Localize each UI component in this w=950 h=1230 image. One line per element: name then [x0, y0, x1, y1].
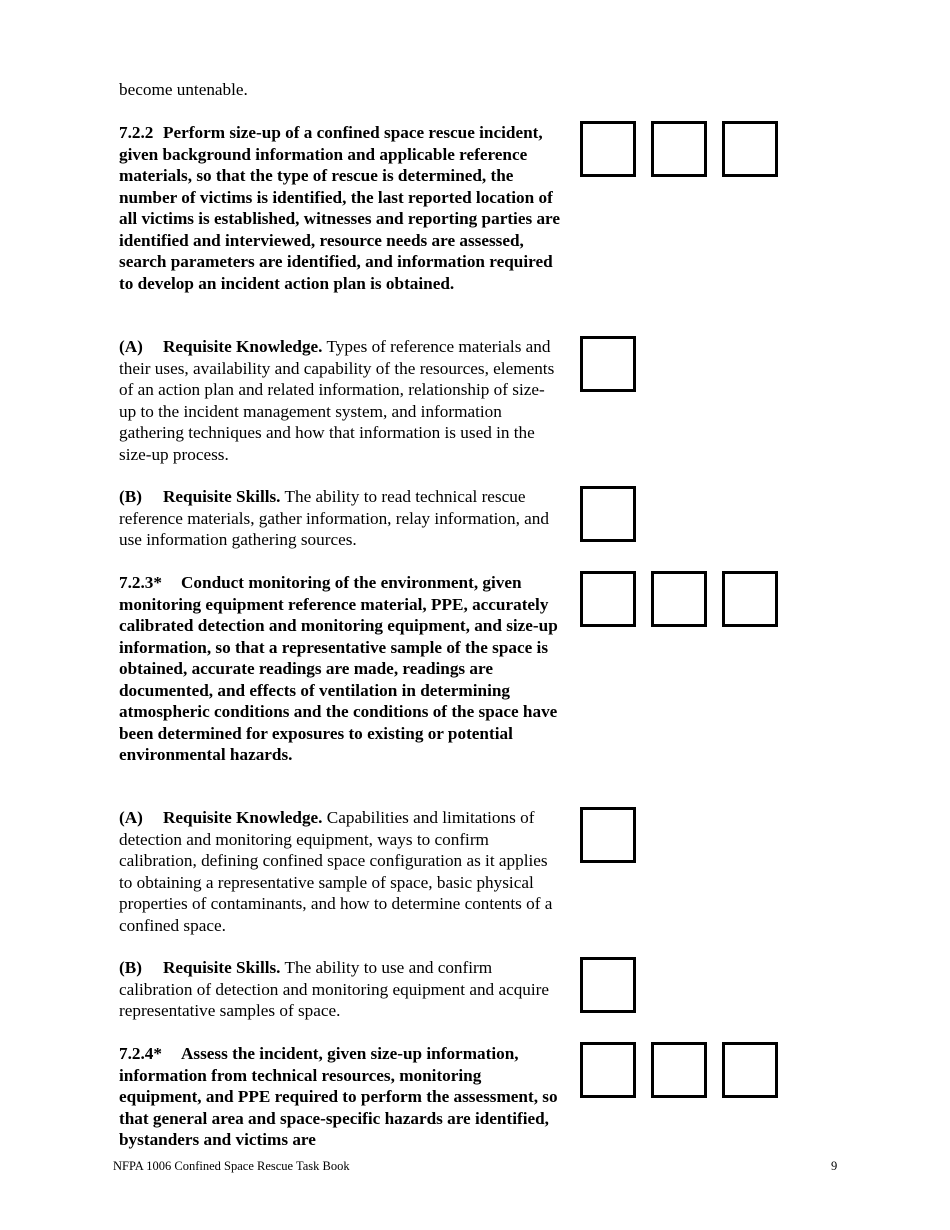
section-text: Conduct monitoring of the environment, given monitoring equipment reference material, PPE, accurately calibrated detection and monitoring equipment, and size-up information, so that a representative sample of the space is obtained, accurate readings are made, readings are documented, and effects of ventilation in determining atmospheric conditions and the conditions of the space have been determined for exposures to existing or potential environmental hazards. [119, 573, 558, 764]
section-number: 7.2.4* [119, 1044, 162, 1063]
page-number: 9 [831, 1159, 838, 1173]
item-label: (A) [119, 337, 143, 356]
item-text: The ability to read technical rescue reference materials, gather information, relay information, and use information gathering sources. [119, 487, 549, 549]
section-number: 7.2.3* [119, 573, 162, 592]
section-7-2-2-a [119, 336, 561, 465]
checkbox[interactable] [580, 957, 636, 1013]
checkbox[interactable] [651, 1042, 707, 1098]
checkbox[interactable] [722, 1042, 778, 1098]
section-7-2-3-b [119, 957, 561, 1022]
checkbox[interactable] [651, 121, 707, 177]
section-7-2-4 [119, 1043, 561, 1151]
checkbox[interactable] [580, 1042, 636, 1098]
checkbox[interactable] [580, 486, 636, 542]
item-text: Types of reference materials and their uses, availability and capability of the resources, elements of an action plan and related information, relationship of size-up to the incident management system, and information gathering techniques and how that information is used in the size-up process. [119, 337, 555, 464]
item-label: (B) [119, 958, 142, 977]
item-heading: Requisite Skills. [163, 487, 281, 506]
checkbox-group-7-2-4 [580, 1042, 778, 1098]
checkbox[interactable] [722, 121, 778, 177]
checkbox[interactable] [580, 121, 636, 177]
checkbox[interactable] [722, 571, 778, 627]
footer-title: NFPA 1006 Confined Space Rescue Task Book [113, 1159, 350, 1173]
section-number: 7.2.2 [119, 123, 154, 142]
checkbox-group-7-2-2 [580, 121, 778, 177]
item-text: Capabilities and limitations of detection and monitoring equipment, ways to confirm calibration, defining confined space configuration as it applies to obtaining a representative sample of space, basic physical properties of contaminants, and how to determine contents of a confined space. [119, 808, 553, 935]
item-heading: Requisite Knowledge. [163, 337, 323, 356]
section-7-2-3 [119, 572, 561, 766]
item-label: (B) [119, 487, 142, 506]
item-heading: Requisite Knowledge. [163, 808, 323, 827]
section-7-2-2 [119, 122, 561, 294]
section-text: Assess the incident, given size-up information, information from technical resources, monitoring equipment, and PPE required to perform the assessment, so that general area and space-specific hazards are identified, bystanders and victims are [119, 1044, 558, 1149]
checkbox-group-7-2-2-a [580, 336, 636, 392]
checkbox-group-7-2-3-a [580, 807, 636, 863]
continued-text: become untenable. [119, 80, 248, 99]
checkbox[interactable] [580, 336, 636, 392]
checkbox-group-7-2-2-b [580, 486, 636, 542]
section-7-2-3-a [119, 807, 561, 936]
section-7-2-2-b [119, 486, 561, 551]
item-label: (A) [119, 808, 143, 827]
checkbox-group-7-2-3 [580, 571, 778, 627]
section-text: Perform size-up of a confined space rescue incident, given background information and applicable reference materials, so that the type of rescue is determined, the number of victims is identified, the last reported location of all victims is established, witnesses and reporting parties are identified and interviewed, resource needs are assessed, search parameters are identified, and information required to develop an incident action plan is obtained. [119, 123, 560, 293]
checkbox-group-7-2-3-b [580, 957, 636, 1013]
checkbox[interactable] [651, 571, 707, 627]
item-text: The ability to use and confirm calibration of detection and monitoring equipment and acquire representative samples of space. [119, 958, 550, 1020]
checkbox[interactable] [580, 807, 636, 863]
item-heading: Requisite Skills. [163, 958, 281, 977]
checkbox[interactable] [580, 571, 636, 627]
